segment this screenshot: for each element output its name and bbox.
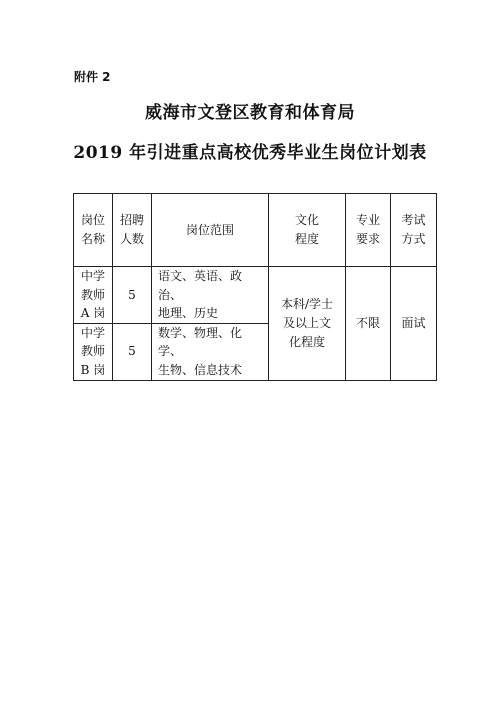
cell-recruit-count: 5 [113,267,152,324]
table-header-row [74,194,437,267]
header-recruit-count: 招聘 人数 [113,194,152,267]
cell-recruit-count: 5 [113,323,152,380]
header-position-name: 岗位 名称 [74,194,113,267]
cell-major-requirement: 不限 [346,267,391,381]
cell-position-scope: 语文、英语、政治、 地理、历史 [152,267,269,324]
position-plan-table [73,193,437,381]
document-title: 威海市文登区教育和体育局 [145,103,355,123]
document-subtitle: 2019 年引进重点高校优秀毕业生岗位计划表 [73,143,427,163]
cell-position-scope: 数学、物理、化学、 生物、信息技术 [152,323,269,380]
attachment-label: 附件 2 [74,70,111,84]
cell-exam-method: 面试 [391,267,437,381]
cell-position-name: 中学 教师 A 岗 [74,267,113,324]
header-education-level: 文化 程度 [269,194,346,267]
table-row [74,267,437,324]
cell-position-name: 中学 教师 B 岗 [74,323,113,380]
header-exam-method: 考试 方式 [391,194,437,267]
header-major-requirement: 专业 要求 [346,194,391,267]
header-position-scope: 岗位范围 [152,194,269,267]
cell-education-level: 本科/学士 及以上文 化程度 [269,267,346,381]
